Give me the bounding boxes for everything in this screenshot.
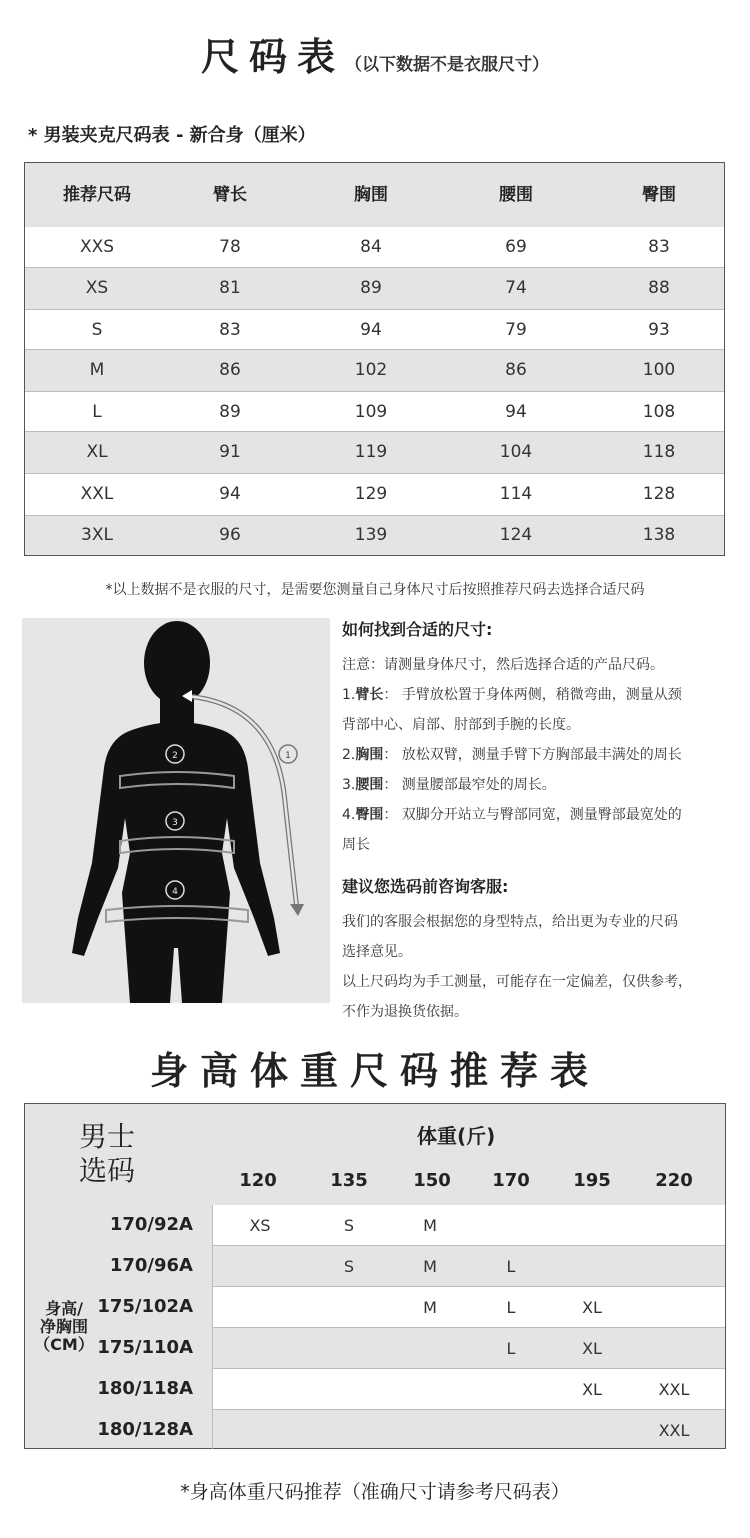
table-cell: 118 — [642, 442, 676, 462]
col-header: 臂长 — [213, 185, 247, 205]
size-table — [24, 162, 725, 556]
table-cell: 128 — [642, 484, 676, 504]
table-cell: 91 — [219, 442, 241, 462]
table-row — [25, 474, 724, 515]
table-cell: 100 — [642, 360, 676, 380]
advice-line: 以上尺码均为手工测量，可能存在一定偏差，仅供参考， — [342, 974, 692, 990]
table-cell: XXL — [658, 1421, 690, 1440]
table-cell: 109 — [354, 402, 388, 422]
advice-line: 选择意见。 — [342, 944, 412, 960]
col-header: 胸围 — [354, 185, 388, 205]
table-cell: 114 — [499, 484, 533, 504]
page-subtitle: （以下数据不是衣服尺寸） — [345, 55, 549, 75]
row-label: 180/128A — [97, 1419, 193, 1440]
table-cell: 93 — [648, 320, 670, 340]
table-cell: XS — [249, 1216, 271, 1235]
table-cell: L — [92, 402, 102, 422]
table-cell: M — [423, 1257, 437, 1276]
table-cell: 108 — [642, 402, 676, 422]
row-label: 170/92A — [109, 1214, 193, 1235]
table-cell: M — [423, 1298, 437, 1317]
table-cell: M — [423, 1216, 437, 1235]
weight-label: 150 — [413, 1170, 451, 1191]
table-row — [25, 310, 724, 350]
measurement-figure — [22, 618, 330, 1003]
table-cell: 124 — [499, 525, 533, 545]
table-cell: XL — [582, 1339, 602, 1358]
table-cell: 138 — [642, 525, 676, 545]
guide-item-arm-cont: 背部中心、肩部、肘部到手腕的长度。 — [342, 717, 580, 733]
table-row — [25, 227, 724, 268]
table-cell: 84 — [360, 237, 382, 257]
table-cell: 94 — [360, 320, 382, 340]
marker-4: 4 — [172, 887, 178, 897]
recommendation-note: *身高体重尺码推荐（准确尺寸请参考尺码表） — [180, 1481, 570, 1503]
table-cell: 89 — [219, 402, 241, 422]
table-row — [213, 1328, 725, 1368]
table-cell: XL — [582, 1298, 602, 1317]
size-table-note: *以上数据不是衣服的尺寸，是需要您测量自己身体尺寸后按照推荐尺码去选择合适尺码 — [105, 582, 645, 598]
corner-label-line1: 男士 — [79, 1120, 136, 1153]
weight-label: 220 — [655, 1170, 693, 1191]
table-row — [25, 516, 724, 555]
table-cell: XS — [85, 278, 109, 298]
body-silhouette-image — [22, 618, 330, 1003]
table-cell: 81 — [219, 278, 241, 298]
table-cell: 88 — [648, 278, 670, 298]
table-cell: 94 — [505, 402, 527, 422]
table-cell: XXS — [79, 237, 115, 257]
table-cell: 94 — [219, 484, 241, 504]
table-cell: 3XL — [81, 525, 113, 545]
row-label: 175/102A — [97, 1296, 193, 1317]
table-cell: 74 — [505, 278, 527, 298]
table-row — [213, 1205, 725, 1245]
table-row — [213, 1287, 725, 1327]
weight-label: 120 — [239, 1170, 277, 1191]
guide-heading: 如何找到合适的尺寸: — [342, 620, 493, 639]
size-table-title: * 男装夹克尺码表 - 新合身（厘米） — [28, 125, 316, 146]
table-cell: XL — [86, 442, 108, 462]
advice-line: 我们的客服会根据您的身型特点，给出更为专业的尺码 — [342, 914, 678, 930]
table-cell: L — [506, 1257, 516, 1276]
table-cell: 79 — [505, 320, 527, 340]
recommendation-table — [24, 1103, 726, 1449]
table-row — [25, 350, 724, 391]
table-cell: 86 — [505, 360, 527, 380]
table-cell: 86 — [219, 360, 241, 380]
table-cell: S — [343, 1257, 355, 1276]
table-row — [213, 1246, 725, 1286]
advice-heading: 建议您选码前咨询客服: — [342, 877, 509, 896]
weight-label: 195 — [573, 1170, 611, 1191]
table-cell: 129 — [354, 484, 388, 504]
table-row — [213, 1369, 725, 1409]
row-label: 180/118A — [97, 1378, 193, 1399]
marker-2: 2 — [172, 751, 178, 761]
recommendation-title: 身高体重尺码推荐表 — [149, 1049, 600, 1093]
weight-label: 135 — [330, 1170, 368, 1191]
page-title — [0, 26, 750, 81]
row-label: 170/96A — [109, 1255, 193, 1276]
marker-3: 3 — [172, 818, 178, 828]
table-row — [25, 268, 724, 309]
table-cell: 139 — [354, 525, 388, 545]
guide-item-hip: 4.臀围： 双脚分开站立与臀部同宽，测量臀部最宽处的 — [342, 807, 682, 823]
size-table-header — [25, 163, 724, 227]
table-cell: 96 — [219, 525, 241, 545]
row-label: 175/110A — [97, 1337, 193, 1358]
table-row — [25, 432, 724, 473]
side-label: 身高/ 净胸围 （CM） — [34, 1299, 94, 1354]
page-title-text: 尺码表 — [200, 35, 345, 79]
table-cell: 69 — [505, 237, 527, 257]
table-cell: XXL — [80, 484, 114, 504]
col-header: 腰围 — [499, 185, 533, 205]
guide-item-arm: 1.臂长： 手臂放松置于身体两侧，稍微弯曲，测量从颈 — [342, 687, 682, 703]
guide-item-waist: 3.腰围： 测量腰部最窄处的周长。 — [342, 777, 556, 793]
table-cell: 102 — [354, 360, 388, 380]
table-cell: 119 — [354, 442, 388, 462]
table-cell: M — [89, 360, 105, 380]
table-cell: 78 — [219, 237, 241, 257]
guide-intro: 注意：请测量身体尺寸，然后选择合适的产品尺码。 — [342, 657, 664, 673]
table-cell: 104 — [499, 442, 533, 462]
corner-label-line2: 选码 — [79, 1154, 136, 1187]
advice-line: 不作为退换货依据。 — [342, 1004, 468, 1020]
table-row — [25, 392, 724, 432]
table-row — [213, 1410, 725, 1448]
marker-1: 1 — [285, 751, 291, 761]
guide-item-chest: 2.胸围： 放松双臂，测量手臂下方胸部最丰满处的周长 — [342, 747, 682, 763]
weight-header: 体重(斤) — [417, 1124, 496, 1148]
col-header: 推荐尺码 — [63, 185, 131, 205]
table-cell: 89 — [360, 278, 382, 298]
table-cell: L — [506, 1298, 516, 1317]
table-cell: 83 — [219, 320, 241, 340]
weight-label: 170 — [492, 1170, 530, 1191]
guide-item-hip-cont: 周长 — [342, 837, 370, 853]
table-cell: 83 — [648, 237, 670, 257]
table-cell: S — [343, 1216, 355, 1235]
col-header: 臀围 — [642, 185, 676, 205]
table-cell: XL — [582, 1380, 602, 1399]
table-cell: L — [506, 1339, 516, 1358]
table-cell: XXL — [658, 1380, 690, 1399]
table-cell: S — [91, 320, 103, 340]
